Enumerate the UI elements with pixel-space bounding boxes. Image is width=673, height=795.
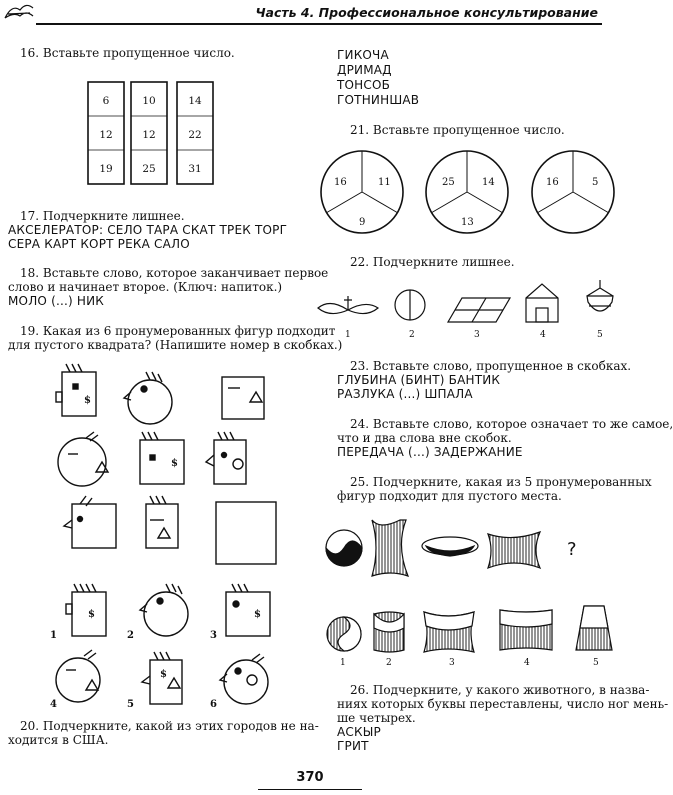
q18-line3: МОЛО (...) НИК	[8, 294, 105, 308]
q19-label-5: 5	[127, 699, 134, 710]
q16-text: 16. Вставьте пропущенное число.	[20, 46, 235, 60]
q22-label-1: 1	[345, 330, 351, 340]
q26-line2: ниях которых буквы переставлены, число ног мень-	[337, 697, 669, 711]
q21-text: 21. Вставьте пропущенное число.	[350, 123, 565, 137]
q17-line1: АКСЕЛЕРАТОР: СЕЛО ТАРА СКАТ ТРЕК ТОРГ	[8, 223, 288, 237]
q25-label-4: 4	[524, 658, 530, 668]
q25-label-2: 2	[386, 658, 392, 668]
q25-question-mark: ?	[567, 539, 577, 560]
q20-word-2: ДРИМАД	[337, 63, 392, 77]
q20-line2: ходится в США.	[8, 733, 109, 747]
q26-line1: 26. Подчеркните, у какого животного, в назва-	[350, 683, 650, 697]
q19-label-1: 1	[50, 630, 57, 641]
q20-word-3: ТОНСОБ	[337, 78, 391, 92]
q21-c1-left: 16	[334, 177, 347, 188]
q21-c2-bottom: 13	[461, 217, 474, 228]
q21-c1-bottom: 9	[359, 217, 366, 228]
q16-cell: 12	[142, 129, 156, 141]
q16-cell: 14	[188, 95, 202, 107]
q17-text: 17. Подчеркните лишнее.	[20, 209, 185, 223]
q19-dollar-3: $	[88, 609, 95, 620]
q25-label-3: 3	[449, 658, 455, 668]
q19-dollar-2: $	[171, 458, 178, 469]
q18-line2: слово и начинает второе. (Ключ: напиток.)	[8, 280, 283, 294]
q17-line2: СЕРА КАРТ КОРТ РЕКА САЛО	[8, 237, 190, 251]
q19-dollar-1: $	[84, 395, 91, 406]
q16-cell: 10	[142, 95, 156, 107]
header-title: Часть 4. Профессиональное консультирование	[255, 5, 598, 20]
q24-line2: что и два слова вне скобок.	[337, 431, 512, 445]
q18-line1: 18. Вставьте слово, которое заканчивает первое	[20, 266, 329, 280]
q19-dollar-5: $	[160, 669, 167, 680]
q21-c3-left: 16	[546, 177, 559, 188]
q22-label-5: 5	[597, 330, 603, 340]
q22-text: 22. Подчеркните лишнее.	[350, 255, 515, 269]
q21-c2-left: 25	[442, 177, 455, 188]
q16-cell: 31	[188, 163, 202, 175]
q16-cell: 12	[99, 129, 113, 141]
q20-word-1: ГИКОЧА	[337, 48, 389, 62]
page-number: 370	[296, 770, 324, 785]
q21-c3-right: 5	[592, 177, 599, 188]
q19-line2: для пустого квадрата? (Напишите номер в скобках.)	[8, 338, 343, 352]
q16-cell: 6	[102, 95, 110, 107]
q22-label-4: 4	[540, 330, 546, 340]
q24-line3: ПЕРЕДАЧА (...) ЗАДЕРЖАНИЕ	[337, 445, 523, 459]
q26-line3: ше четырех.	[337, 711, 416, 725]
q16-cell: 19	[99, 163, 113, 175]
q21-c2-right: 14	[482, 177, 495, 188]
q25-line1: 25. Подчеркните, какая из 5 пронумерованных	[350, 475, 652, 489]
q19-dollar-4: $	[254, 609, 261, 620]
q16-cell: 25	[142, 163, 156, 175]
q24-line1: 24. Вставьте слово, которое означает то же самое,	[350, 417, 673, 431]
q20-word-4: ГОТНИНШАВ	[337, 93, 420, 107]
q26-word-1: АСКЫР	[337, 725, 381, 739]
q19-line1: 19. Какая из 6 пронумерованных фигур подходит	[20, 324, 336, 338]
q23-line3: РАЗЛУКА (...) ШПАЛА	[337, 387, 473, 401]
q23-line1: 23. Вставьте слово, пропущенное в скобках.	[350, 359, 632, 373]
q25-line2: фигур подходит для пустого места.	[337, 489, 562, 503]
q25-label-1: 1	[340, 658, 346, 668]
footer-rule	[258, 789, 362, 790]
q20-line1: 20. Подчеркните, какой из этих городов не на-	[20, 719, 319, 733]
q22-label-3: 3	[474, 330, 480, 340]
q25-label-5: 5	[593, 658, 599, 668]
q19-label-6: 6	[210, 699, 217, 710]
q16-cell: 22	[188, 129, 202, 141]
q23-line2: ГЛУБИНА (БИНТ) БАНТИК	[337, 373, 501, 387]
q19-label-3: 3	[210, 630, 217, 641]
q19-label-2: 2	[127, 630, 134, 641]
q26-word-2: ГРИТ	[337, 739, 369, 753]
q22-label-2: 2	[409, 330, 415, 340]
q19-label-4: 4	[50, 699, 57, 710]
q21-c1-right: 11	[378, 177, 391, 188]
